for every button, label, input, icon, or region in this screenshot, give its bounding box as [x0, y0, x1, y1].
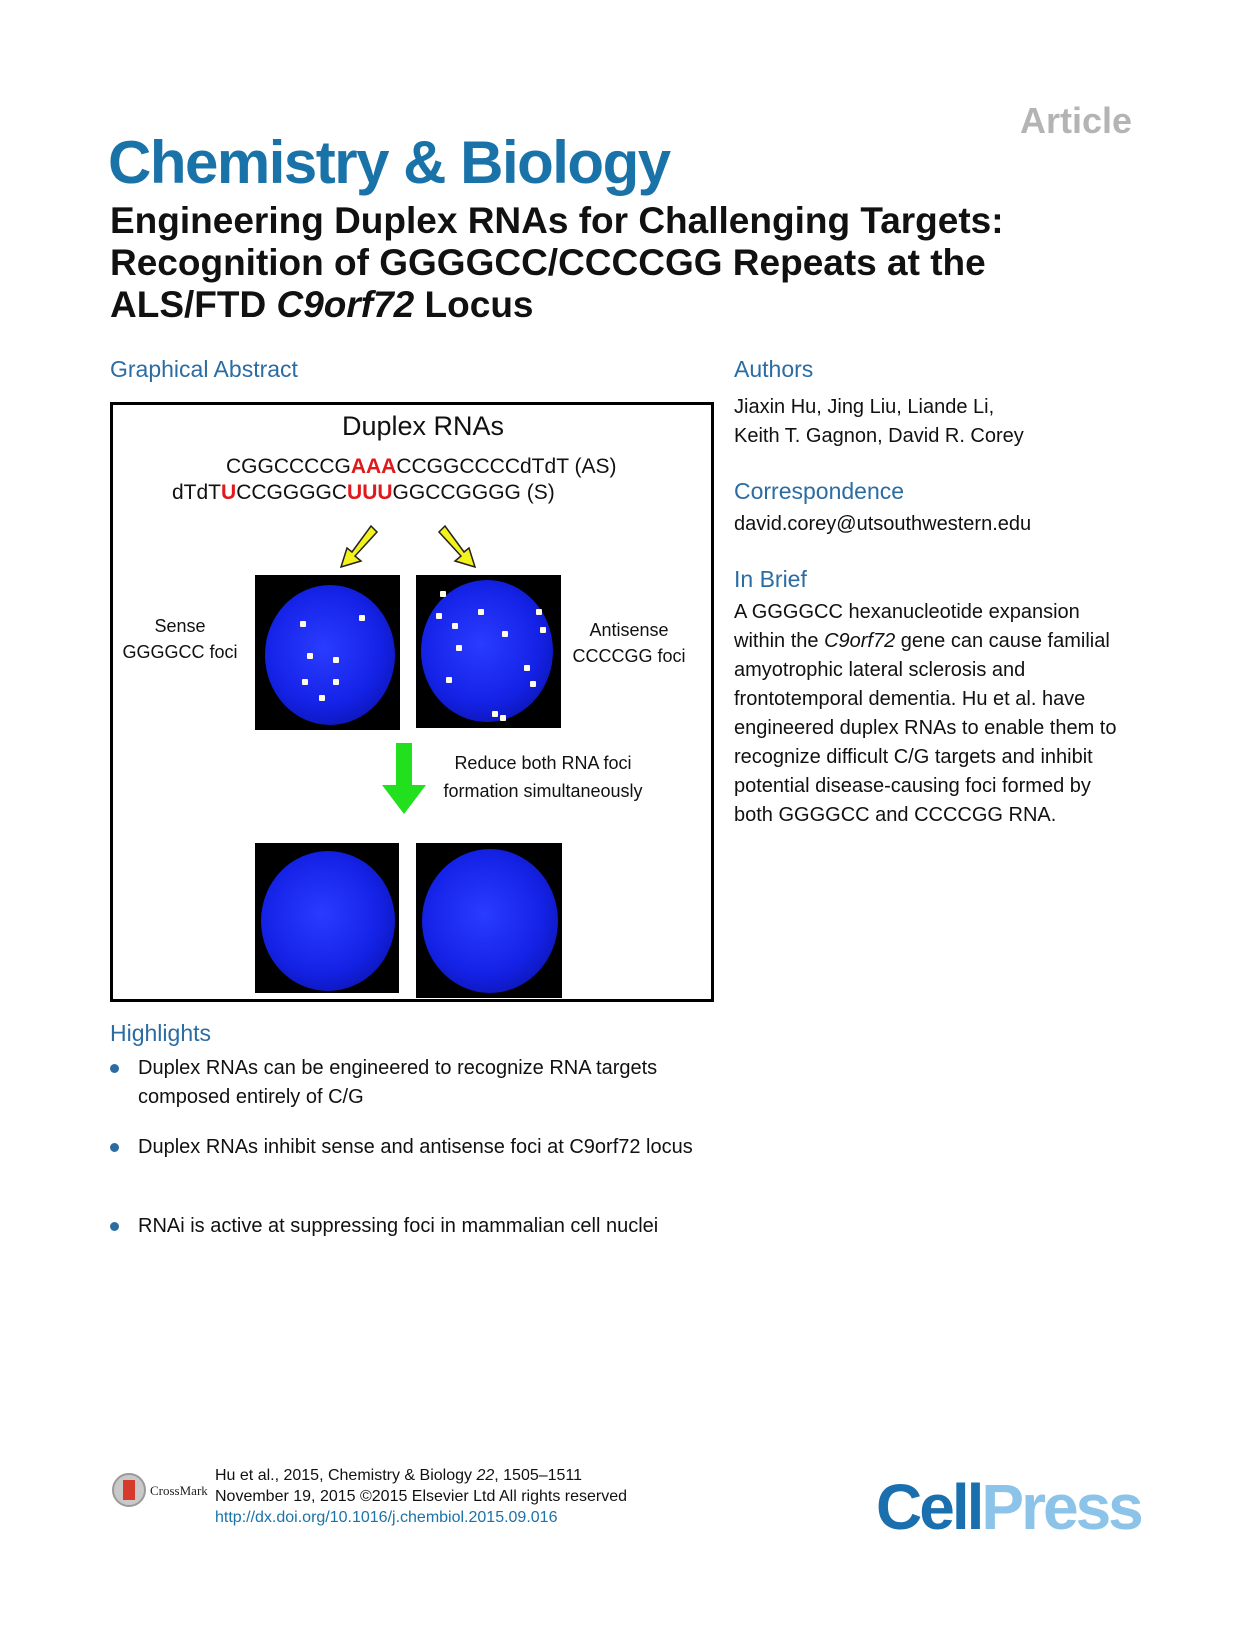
green-down-arrow-icon — [381, 743, 427, 815]
antisense-foci-label — [563, 617, 695, 669]
title-line-1: Engineering Duplex RNAs for Challenging Targets: — [110, 200, 1004, 241]
citation-line — [215, 1465, 627, 1486]
authors-line-1: Jiaxin Hu, Jing Liu, Liande Li, — [734, 396, 995, 418]
sense-foci-micrograph — [255, 575, 400, 730]
bullet-icon — [110, 1222, 119, 1231]
rna-focus — [500, 715, 506, 721]
antisense-label-line-1: Antisense — [589, 620, 669, 640]
highlight-text: Duplex RNAs inhibit sense and antisense foci at C9orf72 locus — [138, 1136, 693, 1158]
bullet-icon — [110, 1143, 119, 1152]
rna-focus — [456, 645, 462, 651]
highlights-heading: Highlights — [110, 1020, 211, 1046]
s-seq-mismatch-1: U — [221, 481, 237, 504]
title-line-2: Recognition of GGGGCC/CCCCGG Repeats at the — [110, 242, 986, 283]
crossmark-icon[interactable] — [112, 1473, 146, 1507]
reduce-line-2: formation simultaneously — [443, 781, 643, 801]
treated-sense-micrograph — [255, 843, 399, 993]
rna-focus — [333, 679, 339, 685]
highlight-text: RNAi is active at suppressing foci in mammalian cell nuclei — [138, 1215, 659, 1237]
antisense-sequence — [226, 455, 616, 479]
as-seq-pre: CGGCCCCG — [226, 455, 351, 478]
authors-heading: Authors — [734, 356, 814, 382]
authors-list — [734, 393, 1154, 451]
reduce-line-1: Reduce both RNA foci — [454, 753, 632, 773]
rna-focus — [524, 665, 530, 671]
article-title — [110, 200, 1160, 326]
rna-focus — [452, 623, 458, 629]
highlight-item — [110, 1212, 710, 1241]
correspondence-heading: Correspondence — [734, 478, 905, 504]
highlight-text: Duplex RNAs can be engineered to recognize RNA targets composed entirely of C/G — [138, 1057, 658, 1108]
rna-focus — [440, 591, 446, 597]
sense-label-line-1: Sense — [154, 616, 206, 636]
yellow-arrow-left-icon — [333, 523, 383, 573]
rna-focus — [446, 677, 452, 683]
crossmark-label: CrossMark — [150, 1483, 208, 1498]
antisense-label-line-2: CCCCGG foci — [572, 646, 686, 666]
rna-focus — [478, 609, 484, 615]
citation-volume: 22 — [476, 1467, 495, 1484]
bullet-icon — [110, 1064, 119, 1073]
rna-focus — [359, 615, 365, 621]
doi-link[interactable]: http://dx.doi.org/10.1016/j.chembiol.2015.09.016 — [215, 1509, 558, 1526]
treated-antisense-micrograph — [416, 843, 562, 998]
rna-focus — [307, 653, 313, 659]
title-line-3 — [110, 284, 1160, 326]
as-seq-post: CCGGCCCCdTdT (AS) — [396, 455, 617, 478]
in-brief-text — [734, 598, 1129, 830]
as-seq-mismatch: AAA — [350, 455, 397, 478]
sense-label-line-2: GGGGCC foci — [122, 642, 238, 662]
highlight-item — [110, 1133, 710, 1162]
rna-focus — [319, 695, 325, 701]
rna-focus — [302, 679, 308, 685]
highlight-item — [110, 1054, 710, 1112]
in-brief-post: gene can cause familial amyotrophic lateral sclerosis and frontotemporal dementia. Hu et al. have engineered duplex RNAs to enable them to recognize difficult C/G targets and inhibit potential disease-causing foci formed by both GGGGCC and CCCCGG RNA. — [734, 630, 1117, 826]
citation-pages: , 1505–1511 — [494, 1467, 583, 1484]
article-label: Article — [1019, 100, 1132, 141]
s-seq-mismatch-2: UUU — [347, 481, 393, 504]
graphical-abstract-heading: Graphical Abstract — [110, 356, 298, 382]
in-brief-gene: C9orf72 — [824, 630, 896, 652]
duplex-rnas-title: Duplex RNAs — [341, 411, 505, 441]
citation-block — [215, 1465, 627, 1528]
rna-focus — [536, 609, 542, 615]
cellpress-logo — [876, 1470, 1141, 1544]
title-gene-name: C9orf72 — [276, 284, 415, 325]
sense-sequence — [172, 481, 555, 505]
nucleus — [421, 580, 553, 722]
yellow-arrow-right-icon — [433, 523, 483, 573]
title-line-3-post: Locus — [414, 284, 534, 325]
authors-line-2: Keith T. Gagnon, David R. Corey — [734, 425, 1024, 447]
rna-focus — [530, 681, 536, 687]
in-brief-heading: In Brief — [734, 566, 807, 592]
rna-focus — [502, 631, 508, 637]
rna-focus — [333, 657, 339, 663]
citation-pre: Hu et al., 2015, Chemistry & Biology — [215, 1467, 477, 1484]
sense-foci-label — [115, 613, 245, 665]
nucleus — [422, 849, 558, 993]
cellpress-cell: Cell — [876, 1471, 982, 1543]
antisense-foci-micrograph — [416, 575, 561, 728]
rna-focus — [436, 613, 442, 619]
correspondence-email[interactable]: david.corey@utsouthwestern.edu — [734, 513, 1032, 535]
in-brief-pre: A GGGGCC hexanucleotide expansion within the — [734, 601, 1080, 652]
copyright-line: November 19, 2015 ©2015 Elsevier Ltd All rights reserved — [215, 1488, 628, 1505]
cellpress-press: Press — [981, 1471, 1141, 1543]
rna-focus — [300, 621, 306, 627]
nucleus — [261, 851, 395, 991]
title-line-3-pre: ALS/FTD — [110, 284, 277, 325]
rna-focus — [492, 711, 498, 717]
journal-name: Chemistry & Biology — [108, 129, 670, 196]
nucleus — [265, 585, 395, 725]
s-seq-mid: CCGGGGC — [236, 481, 348, 504]
graphical-abstract-figure — [110, 402, 714, 1002]
reduce-foci-label — [433, 749, 653, 805]
s-seq-post: GGCCGGGG (S) — [392, 481, 555, 504]
rna-focus — [540, 627, 546, 633]
s-seq-pre: dTdT — [172, 481, 222, 504]
